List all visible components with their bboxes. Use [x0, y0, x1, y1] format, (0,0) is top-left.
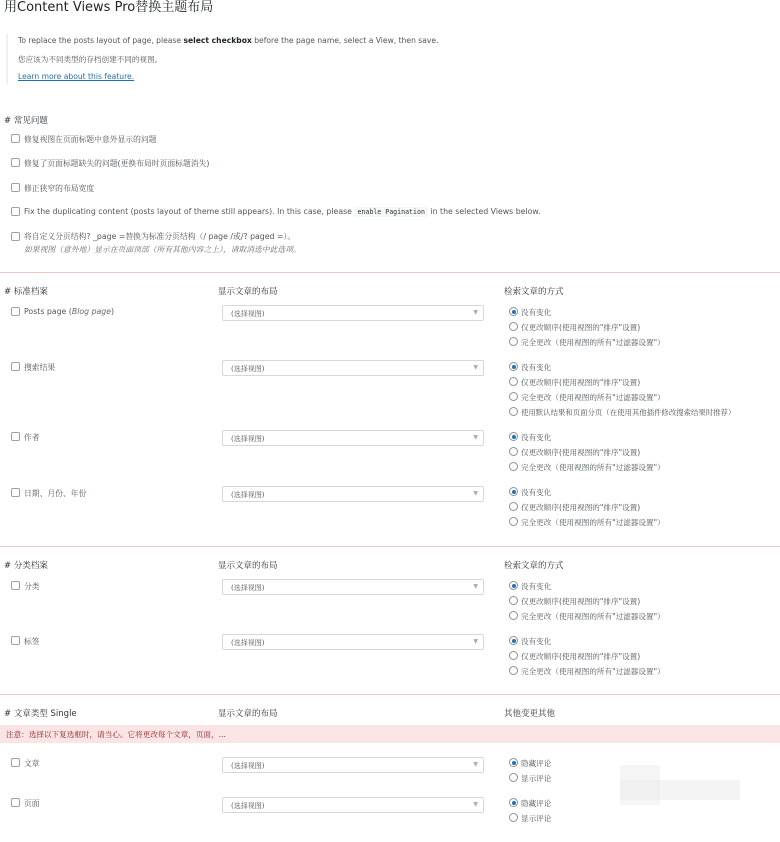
warning-banner: 注意：选择以下复选框时，请当心。它将更改每个文章，页面，...	[0, 725, 780, 743]
single-other-col: 其他变更其他	[504, 709, 556, 719]
radio-label: 完全更改（使用视图的所有"过滤器设置"）	[521, 463, 665, 472]
page-radio-show-comments[interactable]	[509, 813, 518, 822]
post-view-select[interactable]: (选择视图) ▼	[222, 757, 484, 773]
radio-label: 完全更改（使用视图的所有"过滤器设置"）	[521, 612, 665, 621]
posts-page-radio-order[interactable]	[509, 322, 518, 331]
radio-label: 没有变化	[521, 308, 552, 317]
page-label: 页面	[24, 799, 40, 808]
date-label: 日期、月份、年份	[24, 489, 87, 498]
radio-label: 仅更改顺序(使用视图的"排序"设置)	[521, 652, 641, 661]
radio-label: 完全更改（使用视图的所有"过滤器设置"）	[521, 338, 665, 347]
search-radio-full[interactable]	[509, 392, 518, 401]
date-view-select[interactable]: (选择视图) ▼	[222, 486, 484, 502]
author-label: 作者	[24, 433, 40, 442]
chevron-down-icon: ▼	[473, 434, 478, 441]
page-view-select[interactable]: (选择视图) ▼	[222, 797, 484, 813]
posts-page-view-select[interactable]: (选择视图) ▼	[222, 305, 484, 321]
chevron-down-icon: ▼	[473, 583, 478, 590]
posts-page-checkbox[interactable]	[11, 307, 20, 316]
search-results-label: 搜索结果	[24, 363, 56, 372]
pagination-structure-note: 如果视图（意外地）显示在页面顶部（所有其他内容之上），请取消选中此选项。	[24, 245, 301, 254]
author-view-select[interactable]: (选择视图) ▼	[222, 430, 484, 446]
tag-radio-no-change[interactable]	[509, 636, 518, 645]
category-radio-no-change[interactable]	[509, 581, 518, 590]
chevron-down-icon: ▼	[473, 801, 478, 808]
chevron-down-icon: ▼	[473, 490, 478, 497]
fix-title-label: 修复视图在页面标题中意外显示的问题	[24, 135, 157, 144]
post-label: 文章	[24, 759, 40, 768]
radio-label: 隐藏评论	[521, 799, 552, 808]
archives-heading: # 标准档案	[4, 287, 48, 297]
page-checkbox[interactable]	[11, 798, 20, 807]
page-radio-hide-comments[interactable]	[509, 798, 518, 807]
intro-border	[6, 34, 8, 84]
search-results-checkbox[interactable]	[11, 362, 20, 371]
category-checkbox[interactable]	[11, 581, 20, 590]
radio-label: 没有变化	[521, 637, 552, 646]
section-divider	[0, 694, 780, 695]
post-radio-hide-comments[interactable]	[509, 758, 518, 767]
page-title: 用Content Views Pro替换主题布局	[4, 0, 214, 15]
tag-checkbox[interactable]	[11, 636, 20, 645]
radio-label: 完全更改（使用视图的所有"过滤器设置"）	[521, 667, 665, 676]
intro-text-1: To replace the posts layout of page, please select checkbox before the page name, select a View, then save.	[18, 36, 439, 45]
learn-more-link[interactable]: Learn more about this feature.	[18, 72, 135, 81]
posts-page-label: Posts page (Blog page)	[24, 307, 115, 316]
pagination-structure-label: 将自定义分页结构? _page =替换为标准分页结构（/ page /或/? paged =）。	[24, 232, 296, 241]
code-snippet: enable Pagination	[354, 207, 428, 217]
category-radio-order[interactable]	[509, 596, 518, 605]
fix-width-label: 修正狭窄的布局宽度	[24, 184, 95, 193]
category-radio-full[interactable]	[509, 611, 518, 620]
author-radio-order[interactable]	[509, 447, 518, 456]
radio-label: 仅更改顺序(使用视图的"排序"设置)	[521, 503, 641, 512]
archives-method-col: 检索文章的方式	[504, 287, 564, 297]
radio-label: 显示评论	[521, 774, 552, 783]
section-divider	[0, 546, 780, 547]
radio-label: 没有变化	[521, 582, 552, 591]
fix-duplicate-label: Fix the duplicating content (posts layout of theme still appears). In this case, please enable Pagination in the selected Views below.	[24, 207, 541, 216]
date-checkbox[interactable]	[11, 488, 20, 497]
date-radio-no-change[interactable]	[509, 487, 518, 496]
category-view-select[interactable]: (选择视图) ▼	[222, 579, 484, 595]
author-radio-no-change[interactable]	[509, 432, 518, 441]
fix-title-checkbox[interactable]	[11, 134, 20, 143]
search-radio-order[interactable]	[509, 377, 518, 386]
radio-label: 隐藏评论	[521, 759, 552, 768]
tag-radio-full[interactable]	[509, 666, 518, 675]
radio-label: 没有变化	[521, 488, 552, 497]
chevron-down-icon: ▼	[473, 638, 478, 645]
chevron-down-icon: ▼	[473, 761, 478, 768]
pagination-structure-checkbox[interactable]	[11, 232, 20, 241]
taxonomy-heading: # 分类档案	[4, 561, 48, 571]
radio-label: 仅更改顺序(使用视图的"排序"设置)	[521, 378, 641, 387]
radio-label: 仅更改顺序(使用视图的"排序"设置)	[521, 448, 641, 457]
archives-layout-col: 显示文章的布局	[218, 287, 278, 297]
tag-label: 标签	[24, 637, 40, 646]
single-heading: # 文章类型 Single	[4, 709, 77, 719]
tag-radio-order[interactable]	[509, 651, 518, 660]
date-radio-full[interactable]	[509, 517, 518, 526]
category-label: 分类	[24, 582, 40, 591]
radio-label: 显示评论	[521, 814, 552, 823]
posts-page-radio-no-change[interactable]	[509, 307, 518, 316]
section-divider	[0, 272, 780, 273]
post-checkbox[interactable]	[11, 758, 20, 767]
search-results-view-select[interactable]: (选择视图) ▼	[222, 360, 484, 376]
single-layout-col: 显示文章的布局	[218, 709, 278, 719]
date-radio-order[interactable]	[509, 502, 518, 511]
radio-label: 没有变化	[521, 433, 552, 442]
radio-label: 完全更改（使用视图的所有"过滤器设置"）	[521, 393, 665, 402]
fix-duplicate-checkbox[interactable]	[11, 207, 20, 216]
fix-missing-title-label: 修复了页面标题缺失的问题(更换布局时页面标题消失)	[24, 159, 210, 168]
author-checkbox[interactable]	[11, 432, 20, 441]
post-radio-show-comments[interactable]	[509, 773, 518, 782]
chevron-down-icon: ▼	[473, 364, 478, 371]
radio-label: 完全更改（使用视图的所有"过滤器设置"）	[521, 518, 665, 527]
radio-label: 没有变化	[521, 363, 552, 372]
tag-view-select[interactable]: (选择视图) ▼	[222, 634, 484, 650]
radio-label: 仅更改顺序(使用视图的"排序"设置)	[521, 323, 641, 332]
fix-width-checkbox[interactable]	[11, 183, 20, 192]
search-radio-default[interactable]	[509, 407, 518, 416]
taxonomy-method-col: 检索文章的方式	[504, 561, 564, 571]
radio-label: 使用默认结果和页面分页（在使用其他插件修改搜索结果时推荐）	[521, 408, 736, 417]
chevron-down-icon: ▼	[473, 309, 478, 316]
common-heading: # 常见问题	[4, 116, 48, 126]
search-radio-no-change[interactable]	[509, 362, 518, 371]
taxonomy-layout-col: 显示文章的布局	[218, 561, 278, 571]
fix-missing-title-checkbox[interactable]	[11, 158, 20, 167]
intro-text-2: 您应该为不同类型的存档创建不同的视图。	[18, 55, 163, 64]
posts-page-radio-full[interactable]	[509, 337, 518, 346]
author-radio-full[interactable]	[509, 462, 518, 471]
radio-label: 仅更改顺序(使用视图的"排序"设置)	[521, 597, 641, 606]
blurred-watermark-square	[620, 765, 660, 805]
